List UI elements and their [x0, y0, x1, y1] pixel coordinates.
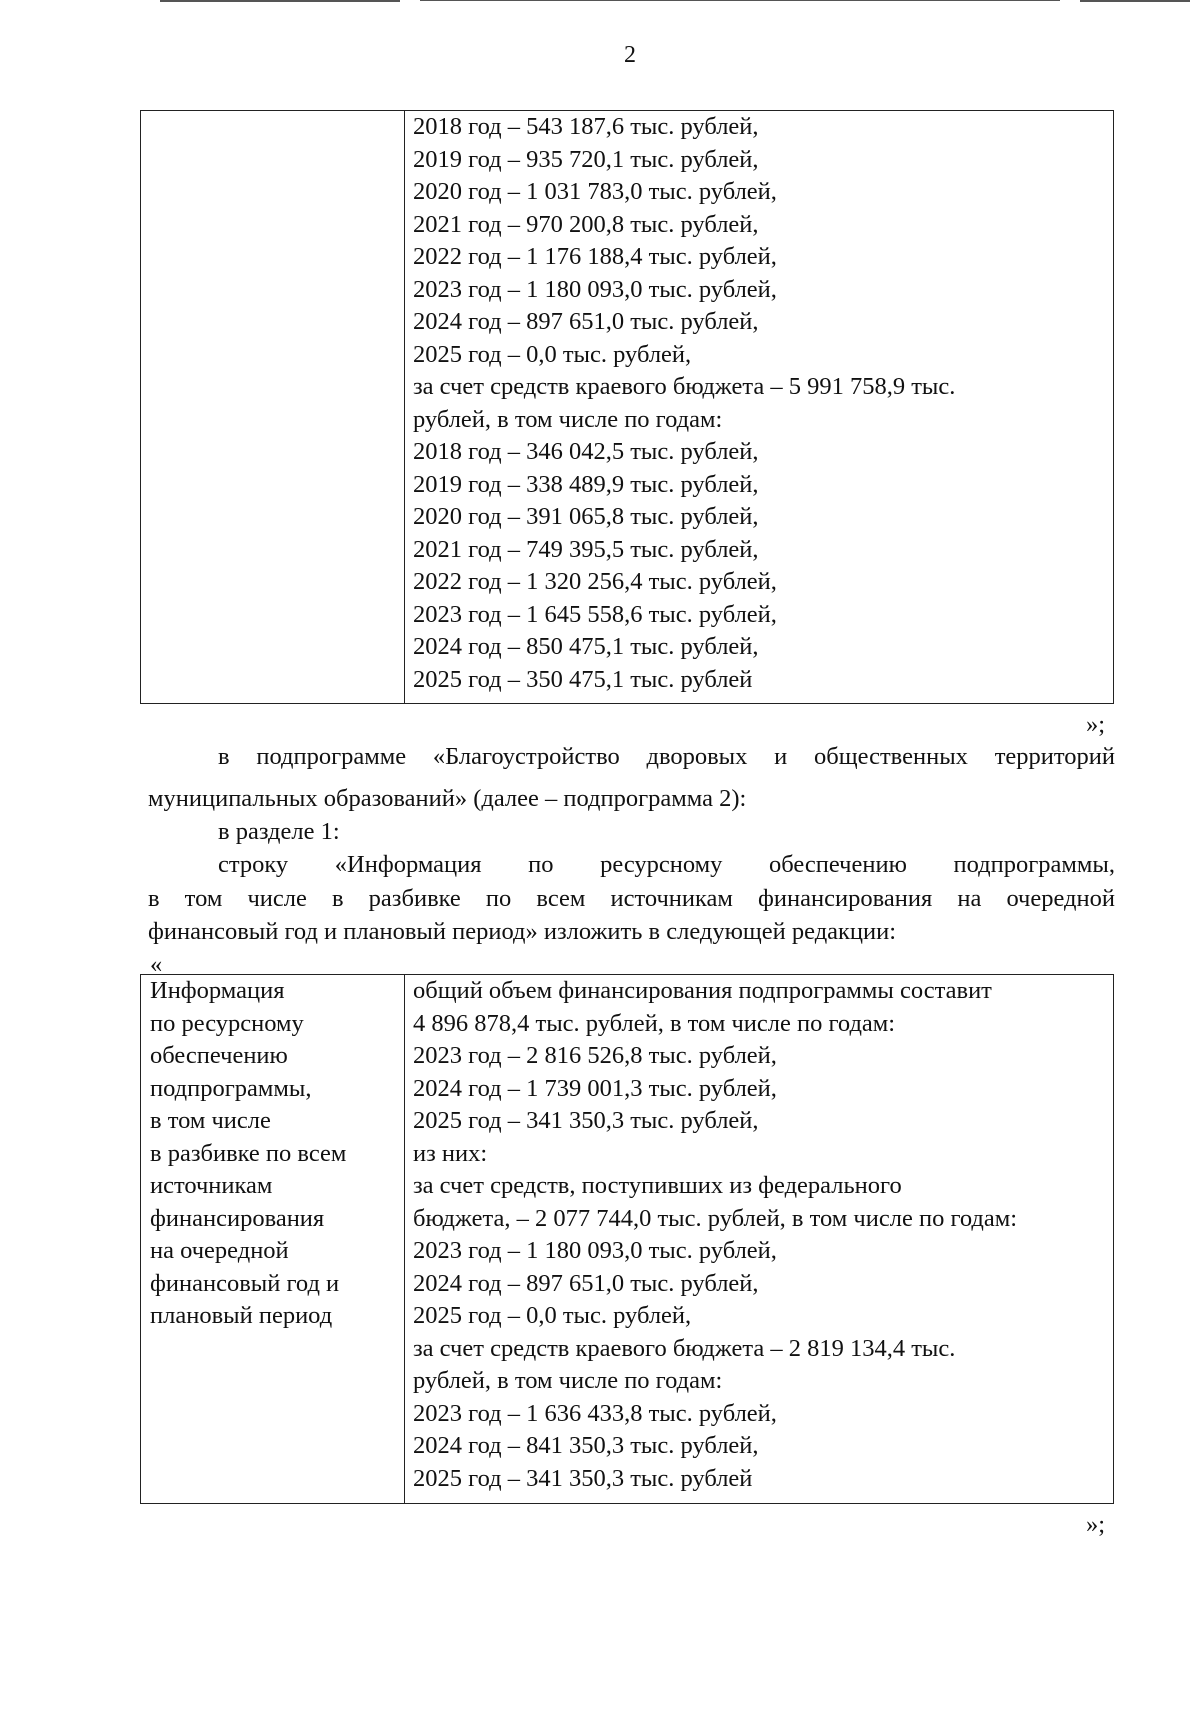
- closing-quote: »;: [1086, 1511, 1106, 1538]
- header-line: обеспечению: [150, 1042, 288, 1069]
- table-line: рублей, в том числе по годам:: [413, 405, 723, 433]
- scan-edge-line: [1080, 0, 1190, 2]
- table-line: 2024 год – 850 475,1 тыс. рублей,: [413, 633, 759, 660]
- paragraph-subprogram: в подпрограмме «Благоустройство дворовых и общественных территорий: [218, 743, 1115, 770]
- table-line: 2022 год – 1 176 188,4 тыс. рублей,: [413, 243, 777, 270]
- header-line: в разбивке по всем: [150, 1139, 347, 1167]
- table-line: за счет средств, поступивших из федерального: [413, 1172, 902, 1199]
- scan-edge-line: [420, 0, 1060, 1]
- table-line: 2019 год – 935 720,1 тыс. рублей,: [413, 145, 759, 173]
- paragraph-row-instruction-end: финансовый год и плановый период» изложить в следующей редакции:: [148, 918, 897, 945]
- table-line: из них:: [413, 1139, 488, 1167]
- header-line: на очередной: [150, 1237, 289, 1264]
- table-line: 2025 год – 341 350,3 тыс. рублей,: [413, 1107, 759, 1134]
- table-line: 4 896 878,4 тыс. рублей, в том числе по годам:: [413, 1009, 896, 1037]
- table-right-cell: [405, 111, 1113, 703]
- table-line: 2019 год – 338 489,9 тыс. рублей,: [413, 470, 759, 498]
- table-line: 2023 год – 2 816 526,8 тыс. рублей,: [413, 1042, 777, 1069]
- table-line: 2024 год – 897 651,0 тыс. рублей,: [413, 308, 759, 335]
- table-line: 2021 год – 749 395,5 тыс. рублей,: [413, 535, 759, 563]
- table-line: бюджета, – 2 077 744,0 тыс. рублей, в том числе по годам:: [413, 1204, 1018, 1232]
- opening-quote: «: [150, 951, 163, 978]
- table-right-cell: [405, 975, 1113, 1503]
- header-line: подпрограммы,: [150, 1074, 312, 1102]
- scan-edge-line: [160, 0, 400, 2]
- header-line: Информация: [150, 977, 285, 1004]
- table-line: 2018 год – 346 042,5 тыс. рублей,: [413, 438, 759, 465]
- header-line: плановый период: [150, 1302, 333, 1329]
- table-line: 2024 год – 897 651,0 тыс. рублей,: [413, 1269, 759, 1297]
- resource-provision-table: [140, 974, 1114, 1504]
- table-line: 2020 год – 1 031 783,0 тыс. рублей,: [413, 178, 777, 205]
- table-line: 2025 год – 0,0 тыс. рублей,: [413, 340, 692, 368]
- table-left-cell: [141, 111, 405, 703]
- header-line: в том числе: [150, 1107, 271, 1134]
- header-line: по ресурсному: [150, 1009, 304, 1037]
- table-line: 2025 год – 341 350,3 тыс. рублей: [413, 1464, 753, 1492]
- paragraph-row-instruction: строку «Информация по ресурсному обеспечению подпрограммы,: [218, 851, 1115, 878]
- table-row-header: [141, 975, 405, 1503]
- table-line: 2024 год – 1 739 001,3 тыс. рублей,: [413, 1074, 777, 1102]
- table-line: за счет средств краевого бюджета – 5 991 758,9 тыс.: [413, 373, 956, 400]
- table-line: 2023 год – 1 645 558,6 тыс. рублей,: [413, 600, 777, 628]
- header-line: финансирования: [150, 1204, 325, 1232]
- table-line: 2025 год – 350 475,1 тыс. рублей: [413, 665, 753, 693]
- table-line: 2025 год – 0,0 тыс. рублей,: [413, 1302, 692, 1329]
- paragraph-section: в разделе 1:: [218, 818, 340, 845]
- table-line: 2021 год – 970 200,8 тыс. рублей,: [413, 210, 759, 238]
- table-line: 2022 год – 1 320 256,4 тыс. рублей,: [413, 568, 777, 595]
- paragraph-row-instruction-cont: в том числе в разбивке по всем источникам финансирования на очередной: [148, 885, 1115, 912]
- paragraph-subprogram-cont: муниципальных образований» (далее – подпрограмма 2):: [148, 785, 747, 812]
- table-line: 2023 год – 1 180 093,0 тыс. рублей,: [413, 1237, 777, 1264]
- table-line: 2024 год – 841 350,3 тыс. рублей,: [413, 1432, 759, 1459]
- table-line: 2020 год – 391 065,8 тыс. рублей,: [413, 503, 759, 530]
- table-line: 2023 год – 1 636 433,8 тыс. рублей,: [413, 1399, 777, 1427]
- table-line: 2023 год – 1 180 093,0 тыс. рублей,: [413, 275, 777, 303]
- page-number: 2: [624, 42, 636, 68]
- funding-table-continued: [140, 110, 1114, 704]
- table-line: за счет средств краевого бюджета – 2 819 134,4 тыс.: [413, 1334, 956, 1362]
- closing-quote: »;: [1086, 711, 1106, 738]
- table-line: общий объем финансирования подпрограммы составит: [413, 977, 992, 1004]
- table-line: 2018 год – 543 187,6 тыс. рублей,: [413, 113, 759, 140]
- header-line: источникам: [150, 1172, 273, 1199]
- table-line: рублей, в том числе по годам:: [413, 1367, 723, 1394]
- header-line: финансовый год и: [150, 1269, 340, 1297]
